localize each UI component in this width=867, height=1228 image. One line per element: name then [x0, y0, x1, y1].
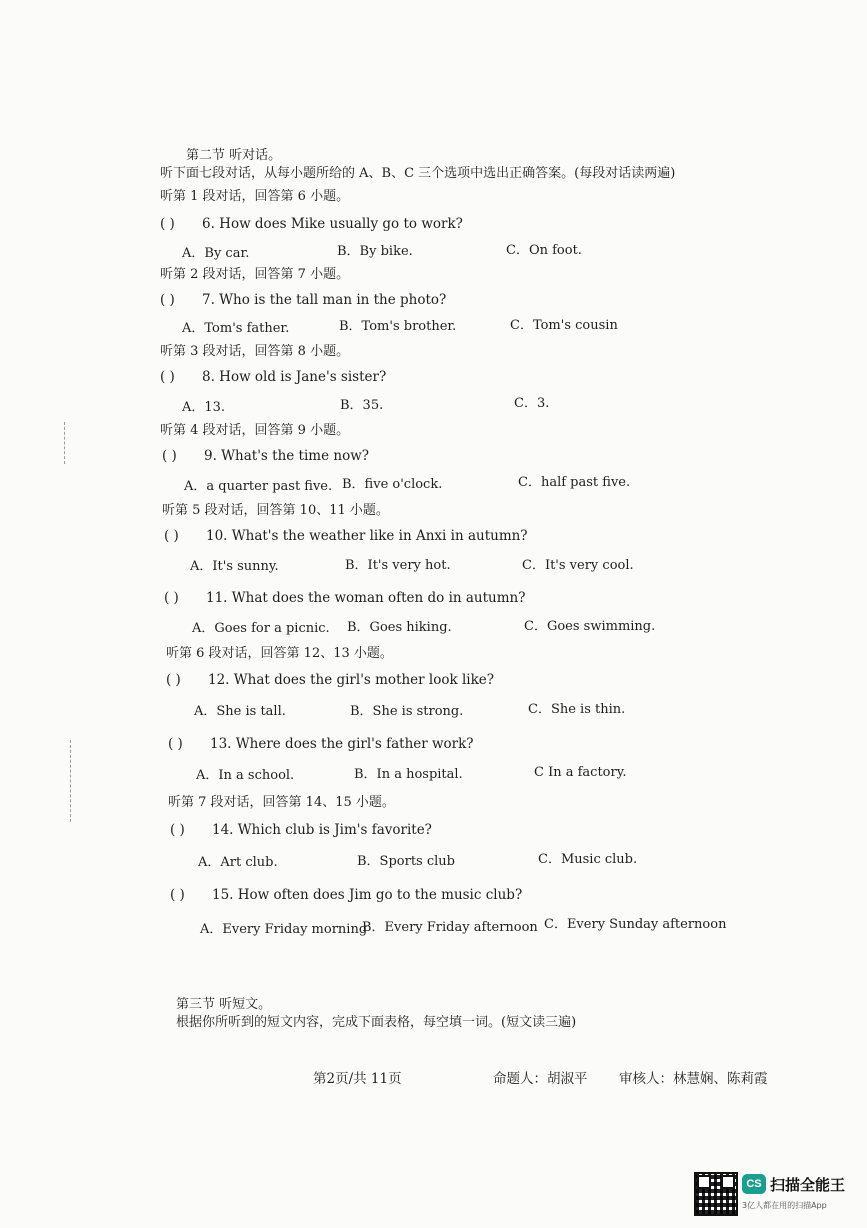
- option-b: B．Tom's brother.: [339, 319, 457, 334]
- option-c: C In a factory.: [534, 765, 627, 780]
- option-c: C．Tom's cousin: [510, 318, 618, 333]
- question-text: 9. What's the time now?: [204, 448, 369, 464]
- option-c: C．Goes swimming.: [524, 619, 656, 634]
- answer-blank[interactable]: ( ): [170, 887, 185, 903]
- binding-margin-dots: [70, 740, 73, 822]
- answer-blank[interactable]: ( ): [162, 448, 177, 464]
- option-b: B．five o'clock.: [342, 477, 443, 492]
- answer-blank[interactable]: ( ): [160, 292, 175, 308]
- option-b: B．It's very hot.: [345, 558, 451, 573]
- group-intro: 听第 7 段对话，回答第 14、15 小题。: [168, 795, 395, 810]
- camscanner-logo-icon: CS: [742, 1174, 766, 1194]
- question-text: 14. Which club is Jim's favorite?: [212, 822, 432, 838]
- group-intro: 听第 5 段对话，回答第 10、11 小题。: [162, 503, 389, 518]
- option-c: C．Music club.: [538, 852, 638, 867]
- group-intro: 听第 4 段对话，回答第 9 小题。: [160, 423, 350, 438]
- option-c: C．3.: [514, 396, 550, 411]
- option-b: B．In a hospital.: [354, 767, 463, 782]
- question-text: 13. Where does the girl's father work?: [210, 736, 474, 752]
- option-a: A．She is tall.: [194, 704, 286, 719]
- answer-blank[interactable]: ( ): [164, 528, 179, 544]
- option-b: B．Every Friday afternoon: [362, 920, 538, 935]
- question-text: 15. How often does Jim go to the music club?: [212, 887, 523, 903]
- group-intro: 听第 1 段对话，回答第 6 小题。: [160, 189, 350, 204]
- question-15: [170, 886, 522, 904]
- option-b: B．She is strong.: [350, 704, 464, 719]
- option-c: C．On foot.: [506, 243, 582, 258]
- qr-code-icon: [694, 1172, 738, 1216]
- question-10: [164, 527, 528, 545]
- group-intro: 听第 3 段对话，回答第 8 小题。: [160, 344, 350, 359]
- question-6: [160, 215, 463, 233]
- group-intro: 听第 2 段对话，回答第 7 小题。: [160, 267, 350, 282]
- option-c: C．Every Sunday afternoon: [544, 917, 727, 932]
- option-b: B．Sports club: [357, 854, 455, 869]
- binding-margin-dots: [64, 422, 67, 464]
- option-a: A．In a school.: [196, 768, 295, 783]
- scanner-app-name: 扫描全能王: [770, 1176, 846, 1194]
- option-c: C．It's very cool.: [522, 558, 634, 573]
- option-a: A．It's sunny.: [190, 559, 279, 574]
- question-8: [160, 368, 386, 386]
- answer-blank[interactable]: ( ): [160, 369, 175, 385]
- option-b: B．Goes hiking.: [347, 620, 452, 635]
- question-text: 7. Who is the tall man in the photo?: [202, 292, 447, 308]
- option-b: B．By bike.: [337, 244, 413, 259]
- question-text: 10. What's the weather like in Anxi in autumn?: [206, 528, 528, 544]
- page-number: 第2页/共 11页: [313, 1071, 402, 1087]
- author: 命题人：胡淑平: [493, 1071, 588, 1087]
- reviewer: 审核人：林慧娴、陈莉霞: [619, 1071, 768, 1087]
- group-intro: 听第 6 段对话，回答第 12、13 小题。: [166, 646, 393, 661]
- option-a: A．Tom's father.: [182, 321, 290, 336]
- question-12: [166, 671, 494, 689]
- option-a: A．Every Friday morning: [200, 922, 368, 937]
- scanner-tagline: 3亿人都在用的扫描App: [742, 1201, 827, 1210]
- question-text: 8. How old is Jane's sister?: [202, 369, 387, 385]
- question-14: [170, 821, 432, 839]
- answer-blank[interactable]: ( ): [160, 216, 175, 232]
- question-text: 6. How does Mike usually go to work?: [202, 216, 463, 232]
- option-c: C．half past five.: [518, 475, 631, 490]
- question-text: 12. What does the girl's mother look like?: [208, 672, 495, 688]
- section3-instruction: 根据你所听到的短文内容，完成下面表格，每空填一词。(短文读三遍): [176, 1015, 577, 1030]
- section2-title: 第二节 听对话。: [186, 148, 282, 163]
- answer-blank[interactable]: ( ): [170, 822, 185, 838]
- question-11: [164, 589, 525, 607]
- answer-blank[interactable]: ( ): [166, 672, 181, 688]
- answer-blank[interactable]: ( ): [168, 736, 183, 752]
- question-7: [160, 291, 446, 309]
- question-text: 11. What does the woman often do in autumn?: [206, 590, 526, 606]
- question-9: [162, 447, 369, 465]
- question-13: [168, 735, 474, 753]
- option-a: A．13.: [182, 400, 226, 415]
- option-a: A．By car.: [182, 246, 250, 261]
- option-a: A．Goes for a picnic.: [192, 621, 330, 636]
- option-a: A．Art club.: [198, 855, 278, 870]
- answer-blank[interactable]: ( ): [164, 590, 179, 606]
- option-a: A．a quarter past five.: [184, 479, 333, 494]
- section2-instruction: 听下面七段对话，从每小题所给的 A、B、C 三个选项中选出正确答案。(每段对话读两遍): [160, 166, 676, 181]
- section3-title: 第三节 听短文。: [176, 997, 272, 1012]
- option-b: B．35.: [340, 398, 384, 413]
- option-c: C．She is thin.: [528, 702, 626, 717]
